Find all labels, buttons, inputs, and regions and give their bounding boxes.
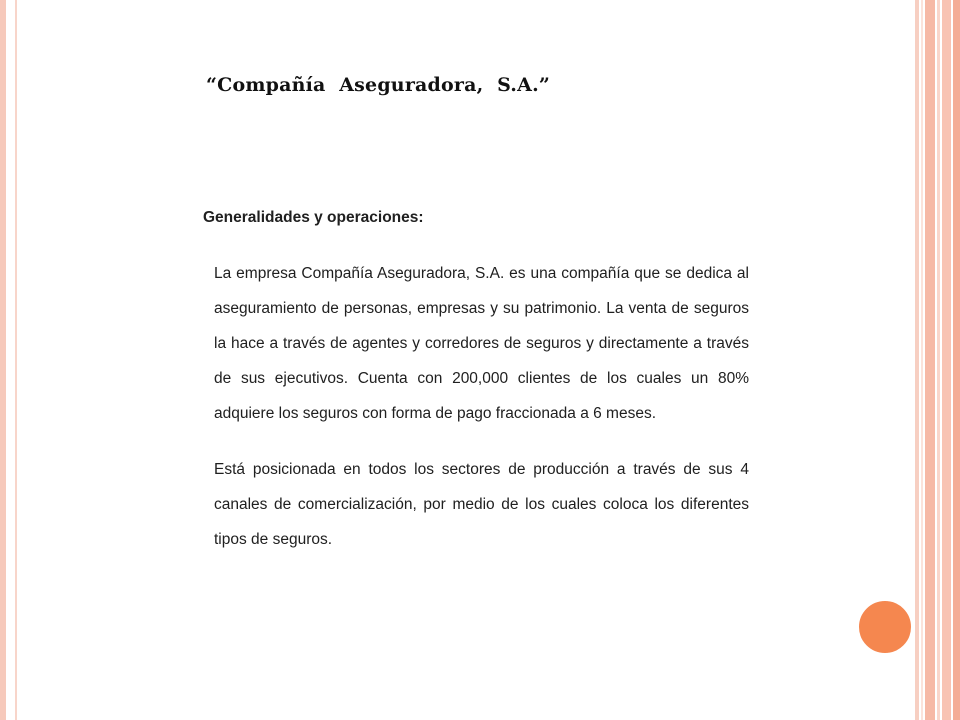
stripe <box>925 0 935 720</box>
left-border-decoration <box>0 0 12 720</box>
stripe <box>953 0 960 720</box>
document-excerpt <box>203 208 749 557</box>
document-heading: Generalidades y operaciones: <box>203 209 424 226</box>
stripe <box>942 0 951 720</box>
document-paragraph-2: Está posicionada en todos los sectores de producción a través de sus 4 canales de comercialización, por medio de los cuales coloca los diferentes tipos de seguros. <box>214 461 749 548</box>
stripe <box>915 0 919 720</box>
stripe <box>921 0 923 720</box>
orange-circle-decoration <box>856 598 914 656</box>
right-stripes-decoration <box>915 0 960 720</box>
left-border-line <box>15 0 17 720</box>
slide-title: “Compañía Aseguradora, S.A.” <box>206 74 551 96</box>
document-paragraph-1: La empresa Compañía Aseguradora, S.A. es una compañía que se dedica al aseguramiento de personas, empresas y su patrimonio. La venta de seguros la hace a través de agentes y corredores de seguros y directamente a través de sus ejecutivos. Cuenta con 200,000 clientes de los cuales un 80% adquiere los seguros con forma de pago fraccionada a 6 meses. <box>214 265 749 422</box>
stripe <box>937 0 940 720</box>
